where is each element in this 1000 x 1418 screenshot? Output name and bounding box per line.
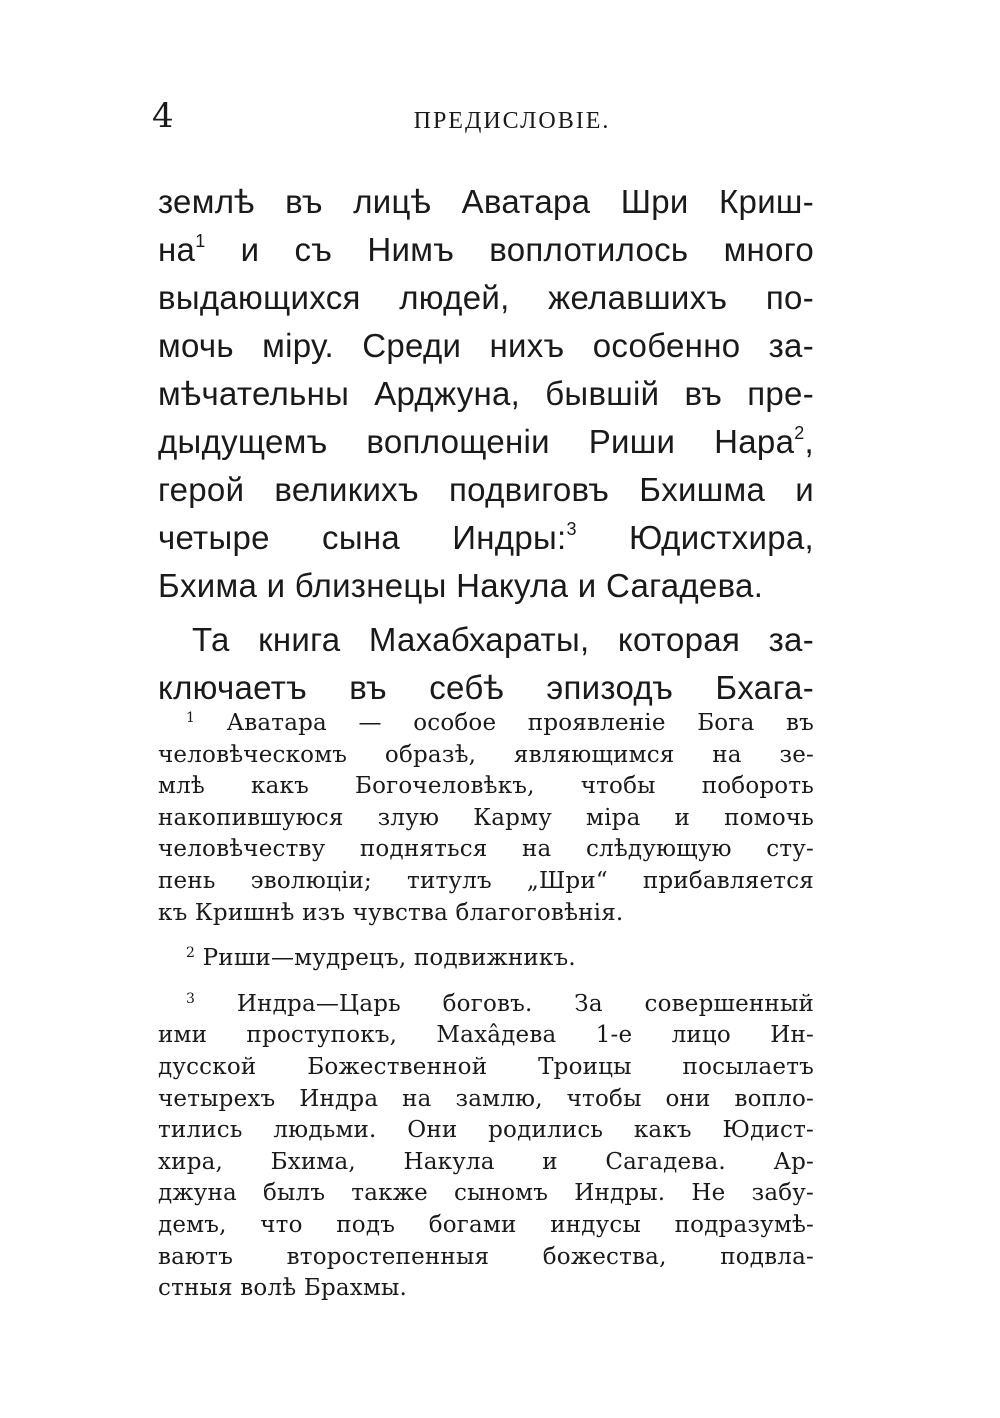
footnote-line <box>158 989 814 1021</box>
footnote-2 <box>158 943 814 975</box>
text-line: мочь міру. Среди нихъ особенно за- <box>158 327 814 364</box>
text-line: ключаетъ въ себѣ эпизодъ Бхага- <box>158 669 814 706</box>
footnote-line: тились людьми. Они родились какъ Юдист- <box>158 1117 814 1144</box>
footnote-line: пень эволюціи; титулъ „Шри“ прибавляется <box>158 867 814 894</box>
footnote-line: стныя волѣ Брахмы. <box>158 1275 408 1302</box>
footnote-ref-1: 1 <box>195 231 206 251</box>
footnote-line: человѣчеству подняться на слѣдующую сту- <box>158 836 814 863</box>
paragraph-2 <box>158 616 814 712</box>
footnote-mark: 2 <box>186 945 196 962</box>
footnote-line: джуна былъ также сыномъ Индры. Не забу- <box>158 1180 814 1207</box>
text-line: мѣчательны Арджуна, бывшій въ пре- <box>158 375 814 412</box>
running-title: ПРЕДИСЛОВІЕ. <box>413 108 611 134</box>
text-line <box>158 418 814 466</box>
footnote-line: четырехъ Индра на замлю, чтобы они вопло- <box>158 1085 814 1112</box>
main-text <box>158 178 814 712</box>
text-segment: Юдистхира, <box>576 519 814 556</box>
text-segment: и съ Нимъ воплотилось много <box>205 231 814 268</box>
footnote-line: ваютъ второстепенныя божества, подвла- <box>158 1243 814 1270</box>
text-line: выдающихся людей, желавшихъ по- <box>158 279 814 316</box>
text-segment: Аватара — особое проявленіе Бога въ <box>195 710 814 736</box>
footnote-1 <box>158 708 814 929</box>
text-line: землѣ въ лицѣ Аватара Шри Криш- <box>158 183 814 220</box>
footnote-ref-2: 2 <box>794 423 805 443</box>
text-line: герой великихъ подвиговъ Бхишма и <box>158 471 814 508</box>
footnote-line: человѣческомъ образѣ, являющимся на зе- <box>158 741 814 768</box>
footnote-mark: 1 <box>186 710 196 726</box>
footnote-line: накопившуюся злую Карму міра и помочь <box>158 804 814 831</box>
paragraph-1 <box>158 178 814 610</box>
text-segment: четыре сына Индры: <box>158 519 567 556</box>
text-segment: Риши—мудрецъ, подвижникъ. <box>195 945 576 972</box>
text-line <box>158 514 814 562</box>
footnote-line: млѣ какъ Богочеловѣкъ, чтобы побороть <box>158 773 814 800</box>
text-segment: на <box>158 231 196 268</box>
page-header <box>152 98 812 138</box>
text-segment: , <box>804 423 814 460</box>
footnote-line <box>158 943 814 975</box>
footnote-ref-3: 3 <box>566 519 577 539</box>
footnotes <box>158 708 814 1319</box>
footnote-line: ими проступокъ, Махâдева 1-е лицо Ин- <box>158 1022 814 1049</box>
text-segment: дыдущемъ воплощеніи Риши Нара <box>158 423 795 460</box>
text-segment: Индра—Царь боговъ. За совершенный <box>195 990 814 1017</box>
footnote-line: дусской Божественной Троицы посылаетъ <box>158 1053 814 1080</box>
footnote-mark: 3 <box>186 990 196 1007</box>
page-number: 4 <box>152 96 174 136</box>
footnote-line: демъ, что подъ богами индусы подразумѣ- <box>158 1211 814 1238</box>
footnote-line <box>158 708 814 740</box>
text-line: Та книга Махабхараты, которая за- <box>192 621 814 658</box>
footnote-3 <box>158 989 814 1305</box>
footnote-line: къ Кришнѣ изъ чувства благоговѣнія. <box>158 899 624 926</box>
footnote-line: хира, Бхима, Накула и Сагадева. Ар- <box>158 1148 814 1175</box>
text-line: Бхима и близнецы Накула и Сагадева. <box>158 567 764 604</box>
text-line <box>158 226 814 274</box>
